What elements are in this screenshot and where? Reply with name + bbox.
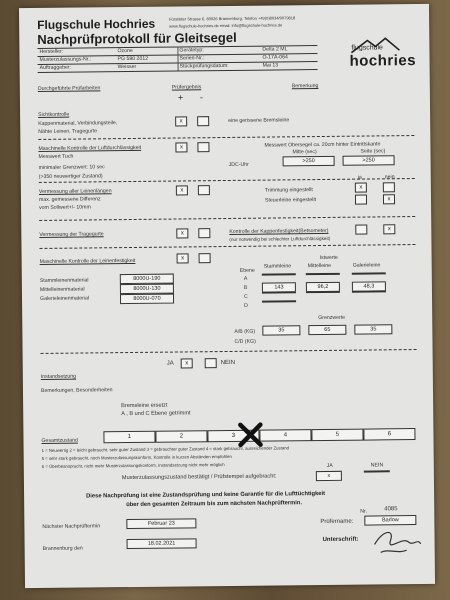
scale-cell-4[interactable]: 4 bbox=[259, 429, 311, 442]
s4-title: Vermessung der Tragegurte bbox=[39, 231, 104, 238]
logo-main-text: hochries bbox=[349, 52, 417, 70]
s3-steuer-ja-checkbox[interactable] bbox=[355, 195, 367, 205]
s5-b-galerie[interactable]: 48,3 bbox=[352, 281, 386, 291]
s5-ab-galerie[interactable]: 35 bbox=[354, 324, 392, 334]
s5-ebene-label: Ebene bbox=[239, 267, 255, 274]
s5-ab-stamm[interactable]: 35 bbox=[262, 325, 300, 335]
s2-text3: (>350 neuwertiger Zustand) bbox=[38, 173, 103, 180]
muster-label: Musterzulassungs-Nr.: bbox=[39, 56, 92, 63]
s1-minus-checkbox[interactable] bbox=[197, 116, 209, 126]
s2-plus-checkbox[interactable]: x bbox=[175, 142, 187, 152]
legend-line-3: 6 = Überbeansprucht, nicht mehr Musterzulassungskonform, Instandsetzung nicht mehr möglich bbox=[41, 462, 225, 469]
instand-ja-checkbox[interactable]: x bbox=[181, 358, 193, 368]
s4-minus-checkbox[interactable] bbox=[198, 228, 210, 238]
date-field[interactable]: 18.02.2021 bbox=[127, 538, 197, 549]
address-line: Fürstätter Strasse 6, 83026 Brannenburg, Telefon +49(0)8034/9079818 bbox=[169, 15, 296, 22]
muster-nein-label: NEIN bbox=[370, 462, 384, 469]
s5-col-stamm: Stammleine bbox=[263, 263, 292, 270]
scale-cell-2[interactable]: 2 bbox=[155, 430, 207, 443]
s3-ja-label: ja bbox=[357, 174, 362, 181]
hersteller-value: Ozone bbox=[117, 47, 133, 55]
s2-mitte-label: Mitte (sec) bbox=[292, 149, 317, 156]
geraetetyp-label: Gerätetyp: bbox=[179, 47, 204, 54]
s2-seite-field[interactable]: >250 bbox=[343, 155, 395, 166]
s3-steuer-nein-checkbox[interactable]: x bbox=[383, 194, 395, 204]
hersteller-label: Hersteller: bbox=[39, 48, 64, 55]
s5-row-b: B bbox=[243, 284, 248, 291]
s5-a-mittel[interactable] bbox=[306, 273, 340, 275]
s4-kontrolle-note: (nur notwendig bei schlechter Luftdurchlässigkeit) bbox=[229, 235, 331, 242]
nr-label: Nr. bbox=[360, 508, 367, 515]
handwritten-signature bbox=[368, 522, 424, 559]
s3-minus-checkbox[interactable] bbox=[198, 185, 210, 195]
s5-stamm-label: Stammleinenmaterial bbox=[39, 277, 89, 284]
geraetetyp-value: Delta 2 ML bbox=[262, 46, 288, 53]
s3-steuer: Steuerleine eingestellt bbox=[264, 197, 317, 204]
s2-text2: minimaler Grenzwert: 10 sec bbox=[38, 164, 105, 171]
inspection-protocol-sheet bbox=[19, 4, 435, 588]
scale-cell-1[interactable]: 1 bbox=[103, 431, 155, 444]
s4-ja-checkbox[interactable] bbox=[355, 225, 367, 235]
s5-ab-mittel[interactable]: 65 bbox=[308, 325, 346, 335]
school-name: Flugschule Hochries bbox=[37, 16, 156, 32]
nr-value: 4085 bbox=[384, 506, 398, 513]
place-label: Brannenburg den bbox=[42, 545, 83, 552]
checks-column-header: Durchgeführte Prüfarbeiten bbox=[37, 85, 101, 92]
s3-trim-nein-checkbox[interactable] bbox=[383, 182, 395, 192]
s3-text2: vom Sollwert+/- 10mm bbox=[39, 204, 91, 211]
s1-remark: eine gerissene Bremsleine bbox=[228, 117, 290, 124]
s5-title: Maschinelle Kontrolle der Leinenfestigkeit bbox=[39, 257, 136, 265]
s1-title: Sichtkontrolle bbox=[38, 111, 70, 118]
s3-trim: Trimmung eingestellt bbox=[264, 187, 313, 194]
muster-value: PG 590 2012 bbox=[117, 55, 149, 63]
next-inspection-field[interactable]: Februar 23 bbox=[126, 518, 196, 529]
s5-col-mittel: Mittelleine bbox=[307, 262, 332, 270]
s5-b-stamm[interactable]: 143 bbox=[262, 282, 296, 292]
s5-stamm-field[interactable]: 8000U-190 bbox=[120, 274, 174, 285]
s5-galerie-field[interactable]: 8000U-070 bbox=[120, 294, 174, 305]
scale-cell-5[interactable]: 5 bbox=[311, 429, 363, 442]
s5-row-d: D bbox=[244, 302, 248, 309]
s2-text1: Messwert Tuch bbox=[38, 153, 74, 160]
s5-c-mittel[interactable] bbox=[306, 291, 340, 293]
s1-plus-checkbox[interactable]: x bbox=[175, 116, 187, 126]
s5-grenzwerte-label: Grenzwerte bbox=[318, 314, 346, 322]
s5-cd-label: C/D (KG) bbox=[234, 338, 256, 345]
scale-cell-3[interactable]: 3 bbox=[207, 430, 259, 443]
s2-seite-label: Seite (sec) bbox=[360, 148, 386, 155]
s2-title: Maschinelle Kontrolle der Luftdurchlässigkeit bbox=[38, 144, 142, 152]
s4-kontrolle: Kontrolle der Kappenfestigkeit(Betsometer) bbox=[229, 227, 329, 235]
muster-ja-label: JA bbox=[326, 462, 333, 469]
scale-cell-6[interactable]: 6 bbox=[363, 428, 415, 441]
s2-mitte-field[interactable]: >250 bbox=[283, 156, 335, 167]
bemerkungen-label: Bemerkungen, Besonderheiten bbox=[40, 387, 113, 394]
s5-minus-checkbox[interactable] bbox=[199, 253, 211, 263]
s3-text1: max. gemessene Differenz bbox=[38, 196, 101, 203]
guarantee-line-2: über den gesamten Zeitraum bis zum nächsten Nachprüftermin. bbox=[126, 500, 303, 509]
s2-minus-checkbox[interactable] bbox=[197, 142, 209, 152]
logo-top-text: flugschule bbox=[351, 44, 383, 52]
instand-nein-label: NEIN bbox=[220, 359, 236, 367]
auftrag-label: Auftraggeber: bbox=[39, 64, 72, 71]
minus-header: - bbox=[199, 92, 203, 103]
s3-nein-label: nein bbox=[384, 174, 395, 181]
device-info-table bbox=[37, 45, 317, 78]
legend-line-1: 1 = Neuwertig 2 = leicht gebraucht, sehr guter Zustand 3 = gebrauchter guter Zustand 4 = stark gebraucht, ausreichender Zustand bbox=[41, 445, 290, 453]
s5-a-galerie[interactable] bbox=[352, 272, 386, 274]
s5-c-stamm[interactable] bbox=[262, 291, 296, 293]
instand-ja-label: JA bbox=[166, 360, 174, 367]
muster-confirm-line: Musterzulassungszustand bestätigt / Prüfstempel aufgebracht: bbox=[121, 473, 277, 482]
instand-nein-checkbox[interactable] bbox=[205, 358, 217, 368]
guarantee-line-1: Diese Nachprüfung ist eine Zustandsprüfung und keine Garantie für die Lufttüchtigkeit bbox=[86, 490, 326, 500]
hochries-logo bbox=[319, 34, 419, 71]
s5-mittel-field[interactable]: 8000U-130 bbox=[120, 284, 174, 295]
s3-title: Vermessung aller Leinenlängen bbox=[38, 188, 112, 195]
s5-col-galerie: Galerieleine bbox=[352, 262, 381, 269]
s5-c-galerie[interactable] bbox=[352, 290, 386, 292]
s4-plus-checkbox[interactable]: x bbox=[176, 228, 188, 238]
s2-jdc: JDC-Uhr bbox=[228, 161, 249, 168]
bemerkung-note-2: A , B und C Ebene getrimmt bbox=[121, 410, 191, 418]
protocol-title: Nachprüfprotokoll für Gleitsegel bbox=[37, 29, 237, 47]
s3-plus-checkbox[interactable]: x bbox=[176, 185, 188, 195]
s5-d-stamm[interactable] bbox=[262, 300, 296, 302]
s5-galerie-label: Galerieleinenmaterial bbox=[39, 295, 90, 302]
web-line: www.flugschule-hochries.de email: info@flugschule-hochries.de bbox=[169, 22, 283, 29]
result-column-header: Prüfergebnis bbox=[171, 84, 202, 91]
s5-mittel-label: Mittelleinenmaterial bbox=[39, 286, 85, 293]
signature-label: Unterschrift: bbox=[322, 536, 359, 544]
s5-row-c: C bbox=[243, 293, 248, 300]
muster-ja-checkbox[interactable]: x bbox=[316, 471, 342, 481]
next-inspection-label: Nächster Nachprüftermin bbox=[42, 523, 101, 530]
serien-label: Serien-Nr.: bbox=[179, 55, 205, 62]
s5-ab-label: A/B (KG) bbox=[234, 328, 256, 335]
s1-text1: Kappenmaterial, Verbindungsteile, bbox=[38, 120, 118, 127]
stueck-label: Stückprüfungsdatum: bbox=[179, 62, 229, 70]
s5-a-stamm[interactable] bbox=[262, 273, 296, 275]
s5-istwerte-label: Istwerte bbox=[319, 254, 338, 262]
gesamtzustand-title: Gesamtzustand bbox=[41, 437, 78, 444]
bemerkung-note-1: Bremsleine ersetzt bbox=[121, 402, 168, 410]
s1-text2: Nähte Leinen, Tragegurte bbox=[38, 128, 98, 135]
s5-plus-checkbox[interactable]: x bbox=[177, 253, 189, 263]
pruefer-label: Prüfername: bbox=[320, 518, 354, 526]
auftrag-value: Weisser bbox=[117, 63, 137, 71]
s4-nein-checkbox[interactable]: x bbox=[383, 224, 395, 234]
s5-row-a: A bbox=[243, 275, 248, 282]
s2-mess: Messwert Obersegel ca. 20cm hinter Eintrittskante bbox=[264, 141, 381, 149]
selected-cross-mark bbox=[237, 422, 263, 448]
serien-value: O-17A-064 bbox=[262, 54, 288, 61]
s5-b-mittel[interactable]: 96,2 bbox=[306, 282, 340, 292]
remark-column-header: Bemerkung bbox=[291, 83, 319, 90]
muster-nein-checkbox[interactable] bbox=[364, 470, 390, 472]
instandsetzung-title: Instandsetzung bbox=[40, 373, 77, 380]
plus-header: + bbox=[177, 92, 184, 103]
s3-trim-ja-checkbox[interactable]: x bbox=[355, 183, 367, 193]
pruefer-field[interactable]: Barlow bbox=[364, 515, 416, 526]
stueck-value: Mai 13 bbox=[262, 62, 279, 69]
legend-line-2: 5 = sehr stark gebraucht, noch Musterzulassungskonform, Kontrolle in kurzen Abständen empfohlen bbox=[41, 453, 232, 461]
